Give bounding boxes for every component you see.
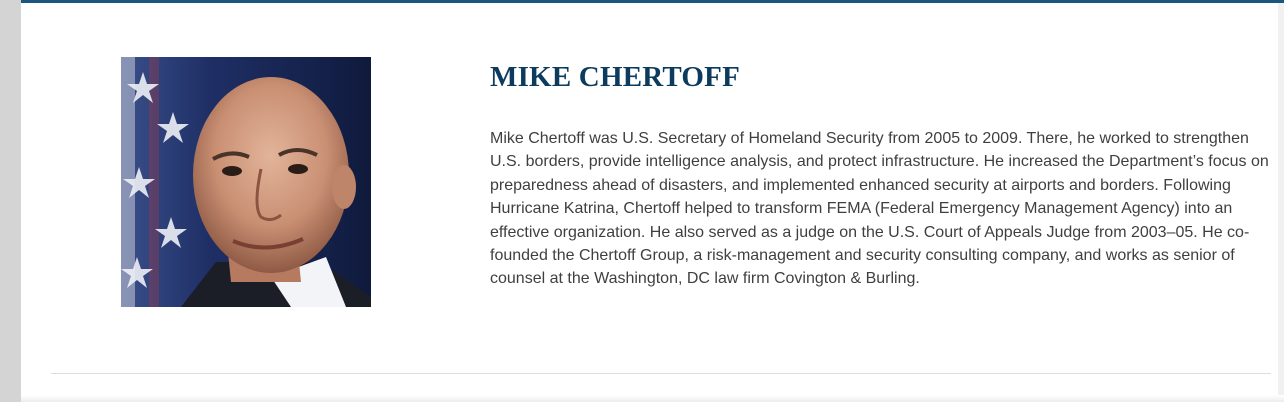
portrait-photo xyxy=(121,57,371,307)
scrollbar-track[interactable] xyxy=(1278,3,1284,402)
bio-card xyxy=(21,3,1278,402)
bottom-edge xyxy=(21,395,1284,402)
person-name: MIKE CHERTOFF xyxy=(490,61,740,93)
person-bio: Mike Chertoff was U.S. Secretary of Homeland Security from 2005 to 2009. There, he worked to strengthen U.S. borders, provide intelligence analysis, and protect infrastructure. He increased the Department’s focus on preparedness ahead of disasters, and implemented enhanced security at airports and borders. Following Hurricane Katrina, Chertoff helped to transform FEMA (Federal Emergency Management Agency) into an effective organization. He also served as a judge on the U.S. Court of Appeals Judge from 2003–05. He co-founded the Chertoff Group, a risk-management and security consulting company, and works as senior of counsel at the Washington, DC law firm Covington & Burling. xyxy=(490,130,1269,288)
left-gutter xyxy=(0,0,21,402)
portrait-image xyxy=(121,57,371,307)
section-divider xyxy=(51,373,1271,374)
